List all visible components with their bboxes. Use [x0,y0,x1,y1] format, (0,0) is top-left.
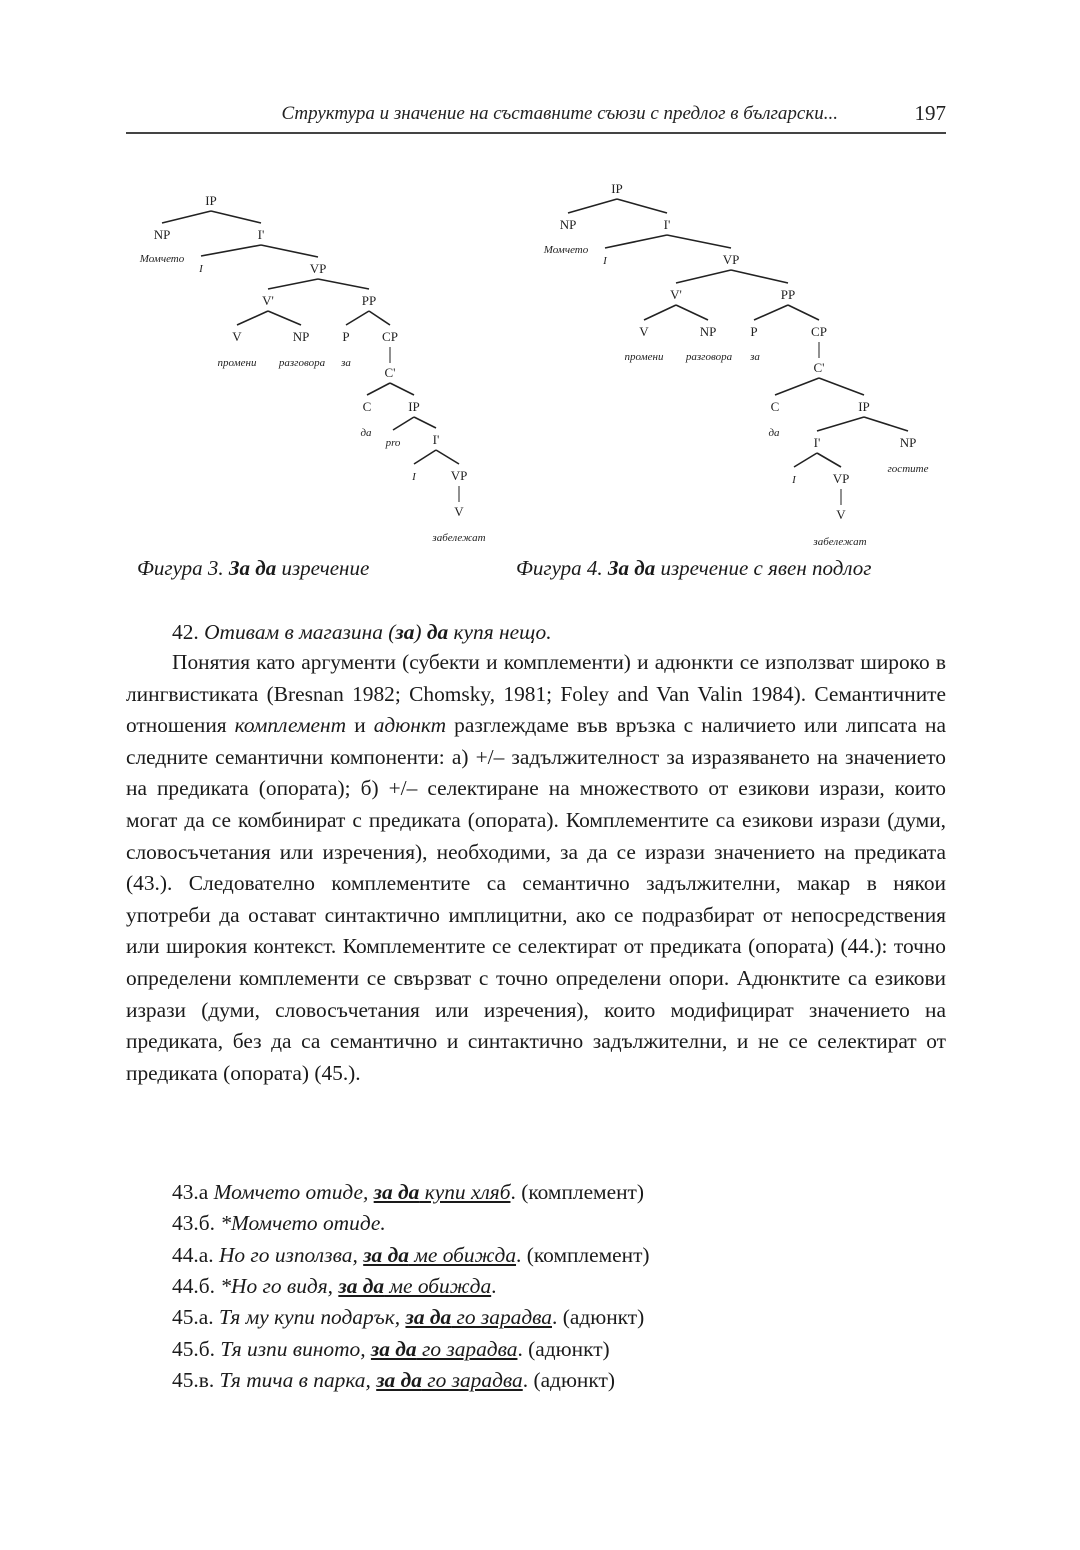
example-post: . [491,1273,497,1298]
tree-branch [754,305,788,320]
tree-branch [617,199,667,213]
example-note: (адюнкт) [557,1305,645,1330]
figure-4-caption: Фигура 4. За да изречение с явен подлог [516,556,872,580]
tree-branch [414,417,436,428]
tree-branch [268,279,318,289]
tree-node-label: I' [663,217,671,232]
tree-node-label: IP [611,181,623,196]
tree-node-label: VP [722,252,740,267]
tree-branch [788,305,819,320]
tree-branch [318,279,369,289]
tree-leaf-word: Момчето [139,253,185,265]
tree-branch [390,383,414,395]
tree-branch [211,211,261,223]
tree-node-label: VP [832,471,850,486]
tree-branch [237,311,268,325]
tree-branch [393,417,414,430]
example-pre: Но го използва, [218,1242,364,1267]
example-post: . [517,1336,523,1361]
example-pre: *Но го видя, [220,1273,339,1298]
tree-leaf-word: за [750,351,760,363]
example-pre: Тя тича в парка, [219,1367,377,1392]
tree-node-label: CP [811,324,827,339]
tree-branch [817,417,864,431]
syntax-tree-figure-4 [543,181,929,548]
example-bold: за да [363,1242,409,1267]
example-bold: за да [405,1305,452,1330]
example-42: 42. Отивам в магазина (за) да купя нещо. [172,620,552,644]
tree-leaf-word: гостите [887,463,929,475]
tree-leaf-word: разговора [278,357,326,369]
example-post: . [552,1305,558,1330]
example-pre: Тя изпи виното, [220,1336,371,1361]
tree-node-label: V [232,329,242,344]
tree-branch [731,270,788,283]
example-u: го зарадва [451,1305,552,1330]
tree-node-label: NP [559,217,577,232]
tree-node-label: C' [384,365,396,380]
tree-branch [775,378,819,395]
example-note: (адюнкт) [522,1336,610,1361]
syntax-tree-figures [0,0,1080,560]
example-note: (комплемент) [521,1242,650,1267]
tree-leaf-word: забележат [432,532,486,544]
tree-branch [436,450,459,464]
example-bold: за да [373,1180,420,1204]
tree-node-label: CP [382,329,398,344]
tree-node-label: V' [670,287,682,302]
tree-node-label: I' [813,435,821,450]
tree-leaf-word: I [792,474,796,486]
example-line [172,1271,497,1303]
example-u: го зарадва [416,1336,518,1361]
tree-node-label: PP [361,293,377,308]
tree-branch [261,245,318,257]
example-num: 43.б. [172,1211,221,1236]
example-line [172,1240,650,1272]
example-num: 45.а. [172,1305,219,1330]
tree-leaf-word: I [603,255,607,267]
tree-branch [644,305,676,320]
tree-leaf-word: да [768,427,780,439]
tree-leaf-word: промени [624,351,664,363]
example-bold: за да [338,1273,385,1298]
tree-node-label: IP [858,399,870,414]
caption-emphasis: За да [228,556,277,580]
tree-node-label: C [362,399,372,414]
tree-branch [794,453,817,467]
example-u: ме обижда [408,1242,517,1267]
tree-leaf-word: забележат [813,536,867,548]
tree-node-label: VP [309,261,327,276]
tree-branch [819,378,864,395]
tree-leaf-word: I [199,263,203,275]
tree-leaf-word: pro [385,437,401,449]
caption-emphasis: За да [607,556,656,580]
example-num: 45.в. [172,1367,220,1392]
tree-branch [414,450,436,464]
tree-leaf-word: Момчето [543,244,589,256]
term-adjunct: адюнкт [373,713,447,738]
tree-branch [605,235,667,248]
tree-branch [667,235,731,248]
example-pre: *Момчето отиде. [220,1211,386,1236]
tree-node-label: VP [450,468,468,483]
tree-branch [817,453,841,467]
example-post: . [522,1367,529,1392]
tree-node-label: I' [432,432,440,447]
example-note: (адюнкт) [528,1367,615,1392]
tree-node-label: NP [292,329,310,344]
tree-node-label: IP [205,193,217,208]
tree-node-label: PP [780,287,796,302]
tree-branch [162,211,211,223]
page-number: 197 [914,101,946,125]
tree-branch [864,417,908,431]
tree-node-label: V [639,324,649,339]
example-num: 45.б. [172,1336,221,1361]
tree-leaf-word: да [360,427,372,439]
tree-node-label: V [836,507,846,522]
example-post: . [516,1242,522,1267]
tree-leaf-word: промени [217,357,257,369]
example-num: 44.б. [172,1273,221,1298]
tree-branch [369,311,390,325]
tree-node-label: C [770,399,780,414]
tree-node-label: I' [257,227,265,242]
tree-branch [568,199,617,213]
tree-leaf-word: I [412,471,416,483]
tree-node-label: IP [408,399,420,414]
example-post: . [510,1180,516,1204]
tree-branch [676,270,731,283]
example-line [172,1302,644,1334]
example-line [172,1208,386,1240]
example-u: го зарадва [421,1367,523,1392]
tree-node-label: NP [153,227,171,242]
example-line [172,1177,644,1209]
tree-branch [367,383,390,395]
example-num: 43.а [172,1180,214,1204]
example-u: купи хляб [419,1180,511,1204]
tree-branch [676,305,708,320]
tree-leaf-word: за [341,357,351,369]
tree-node-label: V' [262,293,274,308]
example-bold: за да [370,1336,417,1361]
example-u: ме обижда [384,1273,492,1298]
tree-node-label: V [454,504,464,519]
example-pre: Тя му купи подарък, [218,1305,406,1330]
example-line [172,1365,615,1397]
example-note: (комплемент) [515,1180,645,1204]
tree-branch [346,311,369,325]
tree-leaf-word: разговора [685,351,733,363]
running-title: Структура и значение на съставните съюзи с предлог в български... [281,103,838,124]
example-line [172,1334,610,1366]
example-pre: Момчето отиде, [213,1180,374,1204]
term-complement: комплемент [234,713,347,738]
tree-branch [268,311,301,325]
example-num: 44.а. [172,1242,219,1267]
tree-branch [201,245,261,256]
tree-node-label: C' [813,360,825,375]
body-paragraph: Понятия като аргументи (субекти и комплементи) и адюнкти се използват широко в лингвистиката (Bresnan 1982; Chomsky, 1981; Foley and Van Valin 1984). Семантичните отношения комплемент и адюнкт разглеждаме във връзка с наличието или липсата на следните семантични компоненти: а) +/– задължителност за изразяването на значението на предиката (опората); б) +/– селектиране на множеството от езикови изрази, които могат да се комбинират с предиката (опората). Комплементите са езикови изрази (думи, словосъчетания или изречения), необходими, за да се изрази значението на предиката (43.). Следователно комплементите са семантично задължителни, макар в някои употреби да остават синтактично имплицитни, ако се подразбират от непосредствения или широкия контекст. Комплементите се селектират от предиката (опората) (44.): точно определени комплементи се свързват с точно определени опори. Адюнктите са езикови изрази (думи, словосъчетания или изречения), които модифицират значението на предиката, без да са семантично и синтактично задължителни, и не се селектират от предиката (опората) (45.). [126,650,946,1085]
tree-node-label: P [750,324,758,339]
tree-node-label: NP [899,435,917,450]
example-bold: за да [376,1367,422,1392]
figure-3-caption: Фигура 3. За да изречение [137,556,370,580]
tree-node-label: P [342,329,350,344]
syntax-tree-figure-3 [139,193,486,544]
tree-node-label: NP [699,324,717,339]
